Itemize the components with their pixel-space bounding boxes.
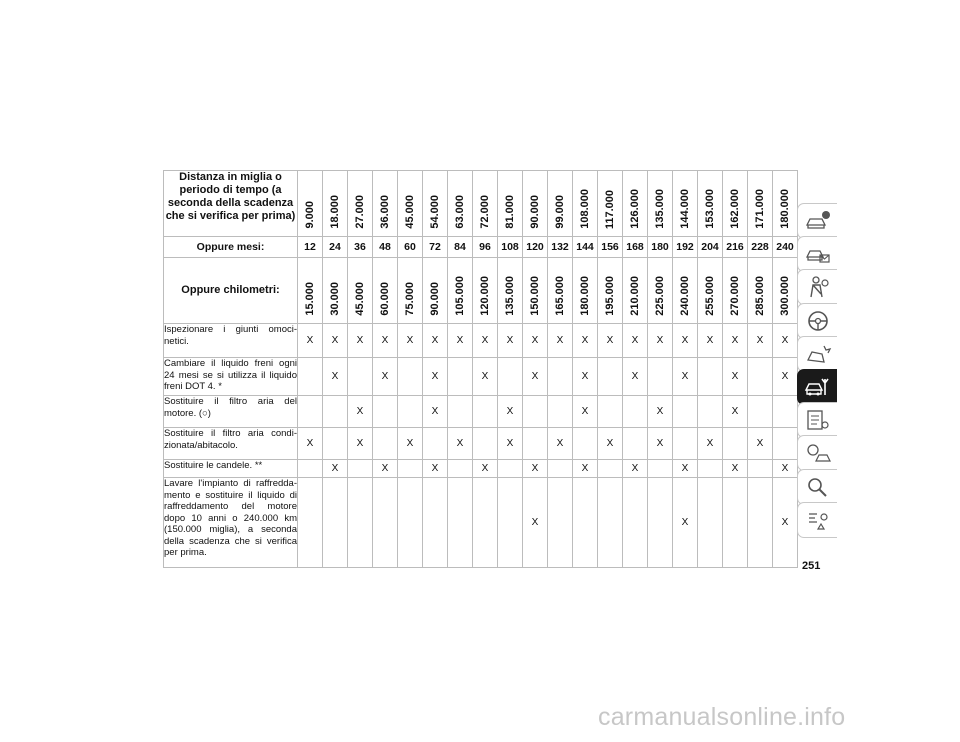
chapter-tabs xyxy=(797,203,839,537)
miles-value: 27.000 xyxy=(354,195,366,229)
task-description: Sostituire il filtro aria condi-zionata/abitacolo. xyxy=(164,428,298,460)
schedule-mark: X xyxy=(523,324,548,358)
km-value: 45.000 xyxy=(354,282,366,316)
schedule-mark xyxy=(323,478,348,568)
km-value: 270.000 xyxy=(729,276,741,316)
miles-value: 162.000 xyxy=(729,189,741,229)
table-row xyxy=(164,358,798,396)
schedule-mark xyxy=(548,460,573,478)
schedule-mark xyxy=(473,428,498,460)
distance-header-label: Distanza in miglia o periodo di tempo (a seconda della scadenza che si verifica per prima) xyxy=(164,171,298,237)
schedule-mark: X xyxy=(673,460,698,478)
schedule-mark: X xyxy=(523,358,548,396)
km-header xyxy=(548,258,573,324)
km-header xyxy=(748,258,773,324)
schedule-mark xyxy=(398,460,423,478)
schedule-mark: X xyxy=(398,428,423,460)
km-header xyxy=(648,258,673,324)
miles-header xyxy=(548,171,573,237)
page-number: 251 xyxy=(802,560,821,572)
km-header xyxy=(673,258,698,324)
miles-header xyxy=(648,171,673,237)
miles-value: 63.000 xyxy=(454,195,466,229)
months-value: 36 xyxy=(348,237,373,258)
schedule-mark: X xyxy=(573,358,598,396)
schedule-mark xyxy=(573,428,598,460)
schedule-mark xyxy=(298,396,323,428)
miles-value: 126.000 xyxy=(629,189,641,229)
schedule-mark xyxy=(398,358,423,396)
km-label: Oppure chilometri: xyxy=(164,258,298,324)
months-value: 108 xyxy=(498,237,523,258)
km-header xyxy=(523,258,548,324)
schedule-mark: X xyxy=(573,396,598,428)
months-value: 96 xyxy=(473,237,498,258)
specs-icon[interactable] xyxy=(797,402,837,438)
table-row xyxy=(164,324,798,358)
months-value: 180 xyxy=(648,237,673,258)
miles-header xyxy=(698,171,723,237)
miles-value: 153.000 xyxy=(704,189,716,229)
schedule-mark xyxy=(373,428,398,460)
schedule-mark xyxy=(723,428,748,460)
schedule-mark: X xyxy=(323,324,348,358)
km-value: 135.000 xyxy=(504,276,516,316)
schedule-mark xyxy=(748,396,773,428)
schedule-mark xyxy=(723,478,748,568)
km-value: 120.000 xyxy=(479,276,491,316)
task-description: Lavare l'impianto di raffredda-mento e sostituire il liquido di raffreddamento del motore dopo 10 anni o 240.000 km (150.000 miglia), a seconda della scadenza che si verifica per prima. xyxy=(164,478,298,568)
schedule-mark xyxy=(623,396,648,428)
km-header xyxy=(298,258,323,324)
miles-header xyxy=(723,171,748,237)
schedule-mark xyxy=(448,396,473,428)
car-info-icon[interactable] xyxy=(797,203,837,239)
months-value: 216 xyxy=(723,237,748,258)
miles-value: 18.000 xyxy=(329,195,341,229)
task-description: Sostituire le candele. ** xyxy=(164,460,298,478)
table-row xyxy=(164,460,798,478)
table-row xyxy=(164,396,798,428)
schedule-mark: X xyxy=(498,324,523,358)
miles-value: 99.000 xyxy=(554,195,566,229)
schedule-mark xyxy=(698,478,723,568)
schedule-mark: X xyxy=(698,428,723,460)
schedule-mark xyxy=(398,396,423,428)
miles-header xyxy=(773,171,798,237)
schedule-mark xyxy=(598,460,623,478)
schedule-mark: X xyxy=(673,324,698,358)
months-value: 48 xyxy=(373,237,398,258)
schedule-mark: X xyxy=(748,324,773,358)
miles-header xyxy=(423,171,448,237)
schedule-mark xyxy=(373,478,398,568)
schedule-mark xyxy=(598,478,623,568)
schedule-mark: X xyxy=(398,324,423,358)
km-value: 225.000 xyxy=(654,276,666,316)
schedule-mark: X xyxy=(373,358,398,396)
schedule-mark xyxy=(648,358,673,396)
schedule-mark: X xyxy=(723,396,748,428)
schedule-mark xyxy=(648,460,673,478)
months-value: 168 xyxy=(623,237,648,258)
miles-header xyxy=(748,171,773,237)
schedule-mark: X xyxy=(673,478,698,568)
schedule-mark: X xyxy=(548,428,573,460)
months-value: 192 xyxy=(673,237,698,258)
schedule-mark: X xyxy=(373,460,398,478)
months-value: 204 xyxy=(698,237,723,258)
schedule-mark: X xyxy=(723,324,748,358)
schedule-mark: X xyxy=(523,478,548,568)
schedule-mark: X xyxy=(673,358,698,396)
schedule-mark xyxy=(373,396,398,428)
schedule-mark: X xyxy=(448,428,473,460)
months-label: Oppure mesi: xyxy=(164,237,298,258)
months-value: 144 xyxy=(573,237,598,258)
schedule-mark xyxy=(623,428,648,460)
schedule-mark xyxy=(473,396,498,428)
schedule-mark: X xyxy=(723,460,748,478)
schedule-mark: X xyxy=(423,460,448,478)
schedule-mark: X xyxy=(773,460,798,478)
schedule-mark xyxy=(298,358,323,396)
schedule-mark: X xyxy=(523,460,548,478)
schedule-mark: X xyxy=(598,324,623,358)
km-value: 90.000 xyxy=(429,282,441,316)
schedule-mark: X xyxy=(648,324,673,358)
km-header xyxy=(323,258,348,324)
schedule-mark: X xyxy=(298,428,323,460)
km-value: 150.000 xyxy=(529,276,541,316)
schedule-mark: X xyxy=(773,478,798,568)
schedule-mark: X xyxy=(548,324,573,358)
months-value: 24 xyxy=(323,237,348,258)
schedule-mark xyxy=(523,396,548,428)
miles-value: 117.000 xyxy=(604,189,616,229)
schedule-mark xyxy=(298,460,323,478)
km-header xyxy=(623,258,648,324)
schedule-mark: X xyxy=(473,460,498,478)
schedule-mark xyxy=(748,460,773,478)
schedule-mark xyxy=(773,428,798,460)
km-value: 195.000 xyxy=(604,276,616,316)
schedule-mark: X xyxy=(623,460,648,478)
miles-header xyxy=(373,171,398,237)
schedule-mark: X xyxy=(748,428,773,460)
task-description: Cambiare il liquido freni ogni 24 mesi se si utilizza il liquido freni DOT 4. * xyxy=(164,358,298,396)
miles-header xyxy=(398,171,423,237)
km-header xyxy=(398,258,423,324)
schedule-mark: X xyxy=(298,324,323,358)
miles-header xyxy=(348,171,373,237)
km-value: 75.000 xyxy=(404,282,416,316)
schedule-mark xyxy=(323,428,348,460)
km-value: 30.000 xyxy=(329,282,341,316)
miles-row xyxy=(164,171,798,237)
schedule-mark xyxy=(448,358,473,396)
miles-value: 72.000 xyxy=(479,195,491,229)
schedule-mark xyxy=(348,478,373,568)
miles-value: 144.000 xyxy=(679,189,691,229)
km-header xyxy=(598,258,623,324)
schedule-mark: X xyxy=(498,396,523,428)
table-row xyxy=(164,478,798,568)
seatbelt-icon[interactable] xyxy=(797,269,837,305)
months-value: 72 xyxy=(423,237,448,258)
gear-car-icon[interactable] xyxy=(797,435,837,471)
km-value: 180.000 xyxy=(579,276,591,316)
km-value: 240.000 xyxy=(679,276,691,316)
km-header xyxy=(573,258,598,324)
schedule-mark xyxy=(423,428,448,460)
schedule-mark xyxy=(498,460,523,478)
schedule-mark xyxy=(548,358,573,396)
table-row xyxy=(164,428,798,460)
miles-value: 9.000 xyxy=(304,201,316,229)
months-value: 120 xyxy=(523,237,548,258)
schedule-mark: X xyxy=(348,324,373,358)
schedule-mark xyxy=(648,478,673,568)
schedule-mark xyxy=(573,478,598,568)
miles-value: 45.000 xyxy=(404,195,416,229)
schedule-mark: X xyxy=(773,358,798,396)
miles-header xyxy=(623,171,648,237)
km-row xyxy=(164,258,798,324)
schedule-mark xyxy=(448,478,473,568)
maintenance-schedule-table xyxy=(163,170,798,568)
miles-header xyxy=(298,171,323,237)
km-value: 15.000 xyxy=(304,282,316,316)
km-value: 210.000 xyxy=(629,276,641,316)
schedule-mark xyxy=(748,358,773,396)
watermark: carmanualsonline.info xyxy=(598,703,846,731)
schedule-mark xyxy=(698,460,723,478)
task-description: Sostituire il filtro aria del motore. (○) xyxy=(164,396,298,428)
schedule-mark: X xyxy=(473,324,498,358)
schedule-mark: X xyxy=(423,396,448,428)
schedule-mark: X xyxy=(448,324,473,358)
schedule-mark xyxy=(523,428,548,460)
months-value: 156 xyxy=(598,237,623,258)
schedule-mark: X xyxy=(723,358,748,396)
miles-value: 90.000 xyxy=(529,195,541,229)
km-value: 300.000 xyxy=(779,276,791,316)
multimedia-icon[interactable] xyxy=(797,502,837,538)
schedule-mark: X xyxy=(573,324,598,358)
schedule-mark xyxy=(748,478,773,568)
months-row xyxy=(164,237,798,258)
km-header xyxy=(473,258,498,324)
schedule-mark xyxy=(598,396,623,428)
miles-header xyxy=(523,171,548,237)
miles-header xyxy=(448,171,473,237)
months-value: 240 xyxy=(773,237,798,258)
km-value: 165.000 xyxy=(554,276,566,316)
miles-value: 180.000 xyxy=(779,189,791,229)
schedule-mark xyxy=(398,478,423,568)
schedule-mark xyxy=(348,358,373,396)
schedule-mark: X xyxy=(423,324,448,358)
schedule-mark: X xyxy=(323,460,348,478)
schedule-mark: X xyxy=(648,428,673,460)
months-value: 84 xyxy=(448,237,473,258)
schedule-mark: X xyxy=(348,428,373,460)
schedule-mark: X xyxy=(373,324,398,358)
miles-header xyxy=(323,171,348,237)
schedule-mark xyxy=(298,478,323,568)
months-value: 132 xyxy=(548,237,573,258)
task-description: Ispezionare i giunti omoci-netici. xyxy=(164,324,298,358)
schedule-mark: X xyxy=(773,324,798,358)
schedule-mark: X xyxy=(573,460,598,478)
schedule-mark xyxy=(698,358,723,396)
miles-header xyxy=(498,171,523,237)
schedule-mark: X xyxy=(473,358,498,396)
schedule-mark xyxy=(623,478,648,568)
schedule-mark xyxy=(423,478,448,568)
schedule-mark: X xyxy=(648,396,673,428)
schedule-mark xyxy=(548,478,573,568)
km-header xyxy=(423,258,448,324)
car-crash-icon[interactable] xyxy=(797,336,837,372)
schedule-mark: X xyxy=(323,358,348,396)
miles-header xyxy=(598,171,623,237)
steering-wheel-icon[interactable] xyxy=(797,303,837,339)
schedule-mark xyxy=(773,396,798,428)
miles-value: 81.000 xyxy=(504,195,516,229)
km-value: 285.000 xyxy=(754,276,766,316)
schedule-mark xyxy=(473,478,498,568)
car-envelope-icon[interactable] xyxy=(797,236,837,272)
months-value: 12 xyxy=(298,237,323,258)
miles-value: 108.000 xyxy=(579,189,591,229)
schedule-mark xyxy=(673,428,698,460)
schedule-mark: X xyxy=(598,428,623,460)
months-value: 228 xyxy=(748,237,773,258)
km-header xyxy=(373,258,398,324)
miles-value: 171.000 xyxy=(754,189,766,229)
km-header xyxy=(348,258,373,324)
km-value: 60.000 xyxy=(379,282,391,316)
km-value: 105.000 xyxy=(454,276,466,316)
schedule-mark: X xyxy=(498,428,523,460)
km-header xyxy=(773,258,798,324)
schedule-mark xyxy=(348,460,373,478)
schedule-mark xyxy=(598,358,623,396)
km-header xyxy=(723,258,748,324)
miles-value: 36.000 xyxy=(379,195,391,229)
months-value: 60 xyxy=(398,237,423,258)
miles-header xyxy=(673,171,698,237)
miles-value: 135.000 xyxy=(654,189,666,229)
schedule-mark: X xyxy=(623,358,648,396)
schedule-mark: X xyxy=(423,358,448,396)
schedule-mark: X xyxy=(698,324,723,358)
miles-value: 54.000 xyxy=(429,195,441,229)
schedule-mark xyxy=(548,396,573,428)
schedule-mark xyxy=(673,396,698,428)
car-service-icon[interactable] xyxy=(797,369,837,405)
schedule-mark xyxy=(448,460,473,478)
km-header xyxy=(698,258,723,324)
schedule-mark: X xyxy=(348,396,373,428)
km-header xyxy=(448,258,473,324)
schedule-mark xyxy=(498,478,523,568)
schedule-mark xyxy=(323,396,348,428)
km-value: 255.000 xyxy=(704,276,716,316)
schedule-mark xyxy=(698,396,723,428)
schedule-mark: X xyxy=(623,324,648,358)
miles-header xyxy=(573,171,598,237)
km-header xyxy=(498,258,523,324)
schedule-mark xyxy=(498,358,523,396)
miles-header xyxy=(473,171,498,237)
magnifier-icon[interactable] xyxy=(797,469,837,505)
